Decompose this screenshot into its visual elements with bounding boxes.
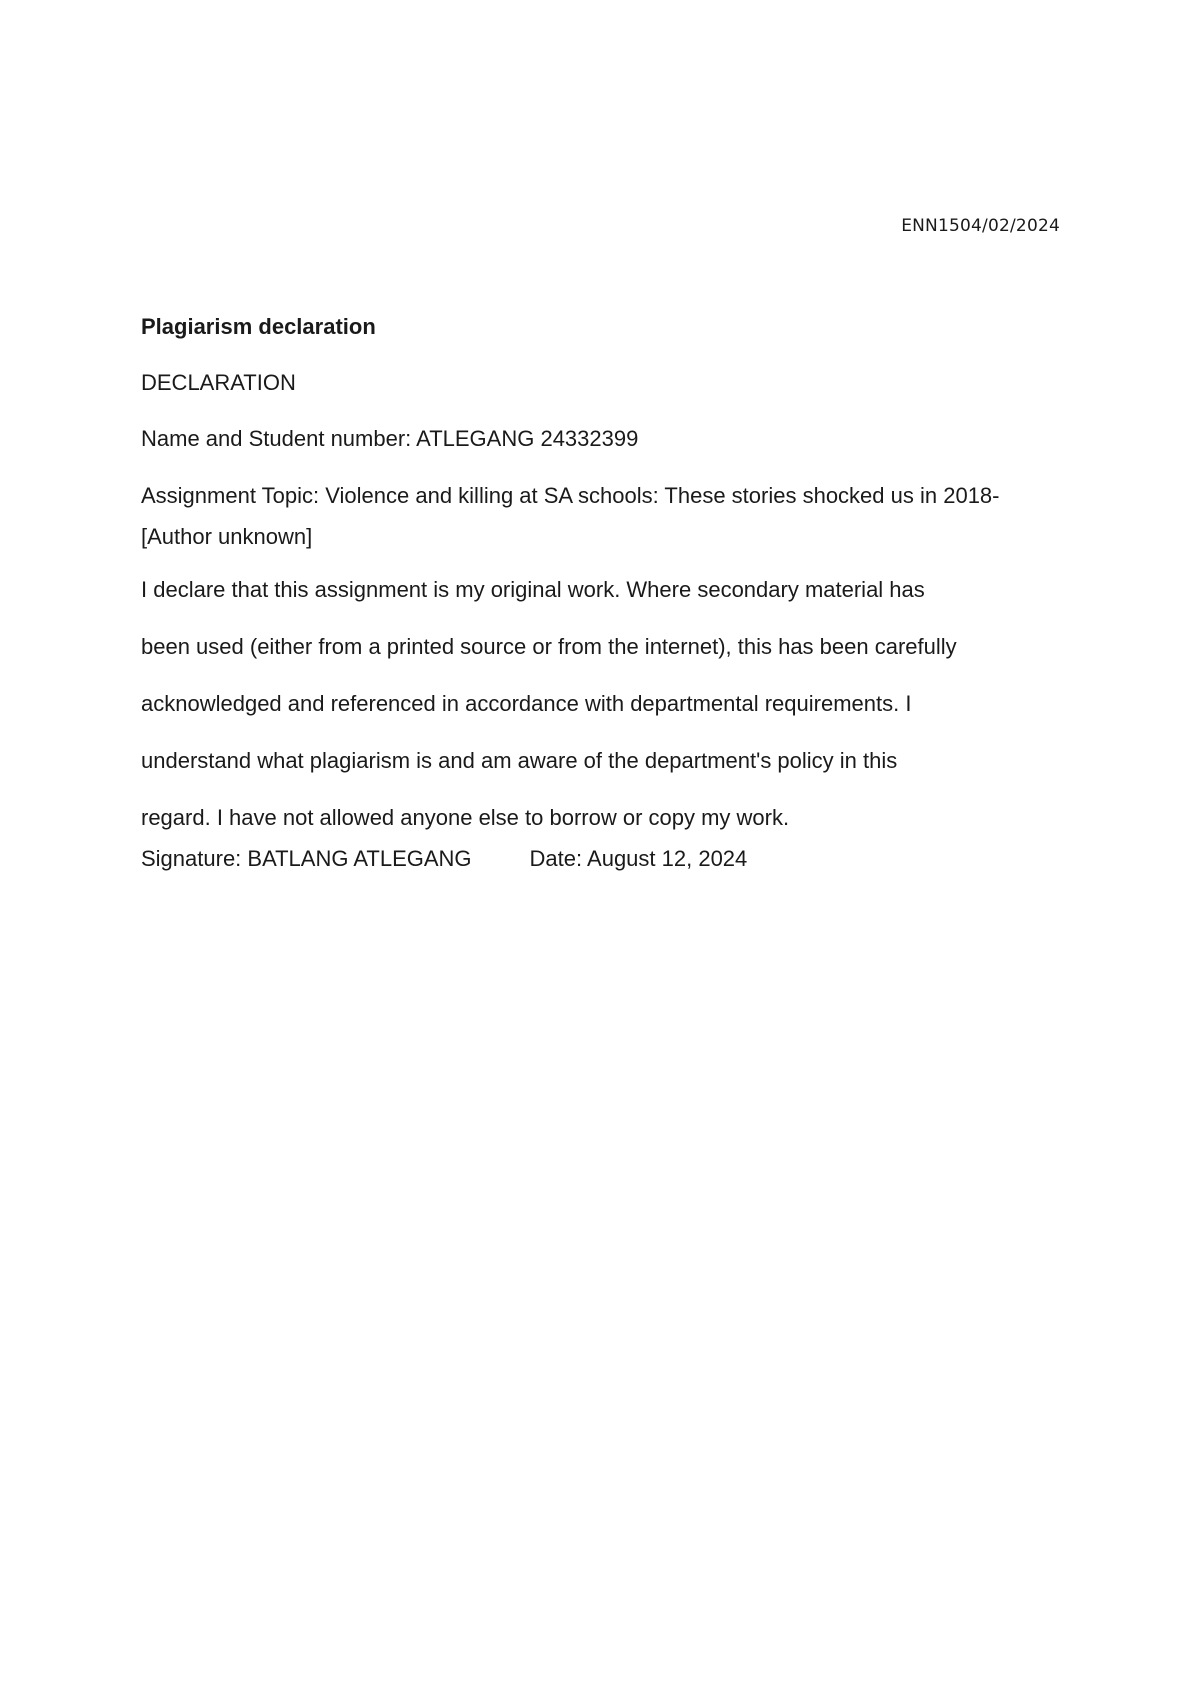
course-code: ENN1504/02/2024 <box>901 216 1060 236</box>
declaration-body <box>141 561 1041 846</box>
declaration-body-line: understand what plagiarism is and am aware of the department's policy in this <box>141 748 898 773</box>
declaration-heading: DECLARATION <box>141 370 296 395</box>
signature-date-line <box>141 844 1041 874</box>
declaration-body-line: regard. I have not allowed anyone else to borrow or copy my work. <box>141 805 790 830</box>
document-content <box>141 312 1041 874</box>
assignment-topic: Assignment Topic: Violence and killing at SA schools: These stories shocked us in 2018- [Author unknown] <box>141 483 1000 549</box>
name-student-number: Name and Student number: ATLEGANG 24332399 <box>141 426 639 451</box>
declaration-body-line: I declare that this assignment is my original work. Where secondary material has <box>141 577 925 602</box>
declaration-body-line: acknowledged and referenced in accordance with departmental requirements. I <box>141 691 912 716</box>
page-title: Plagiarism declaration <box>141 314 376 339</box>
signature: Signature: BATLANG ATLEGANG <box>141 846 472 871</box>
declaration-body-line: been used (either from a printed source or from the internet), this has been carefully <box>141 634 957 659</box>
date: Date: August 12, 2024 <box>529 846 748 871</box>
